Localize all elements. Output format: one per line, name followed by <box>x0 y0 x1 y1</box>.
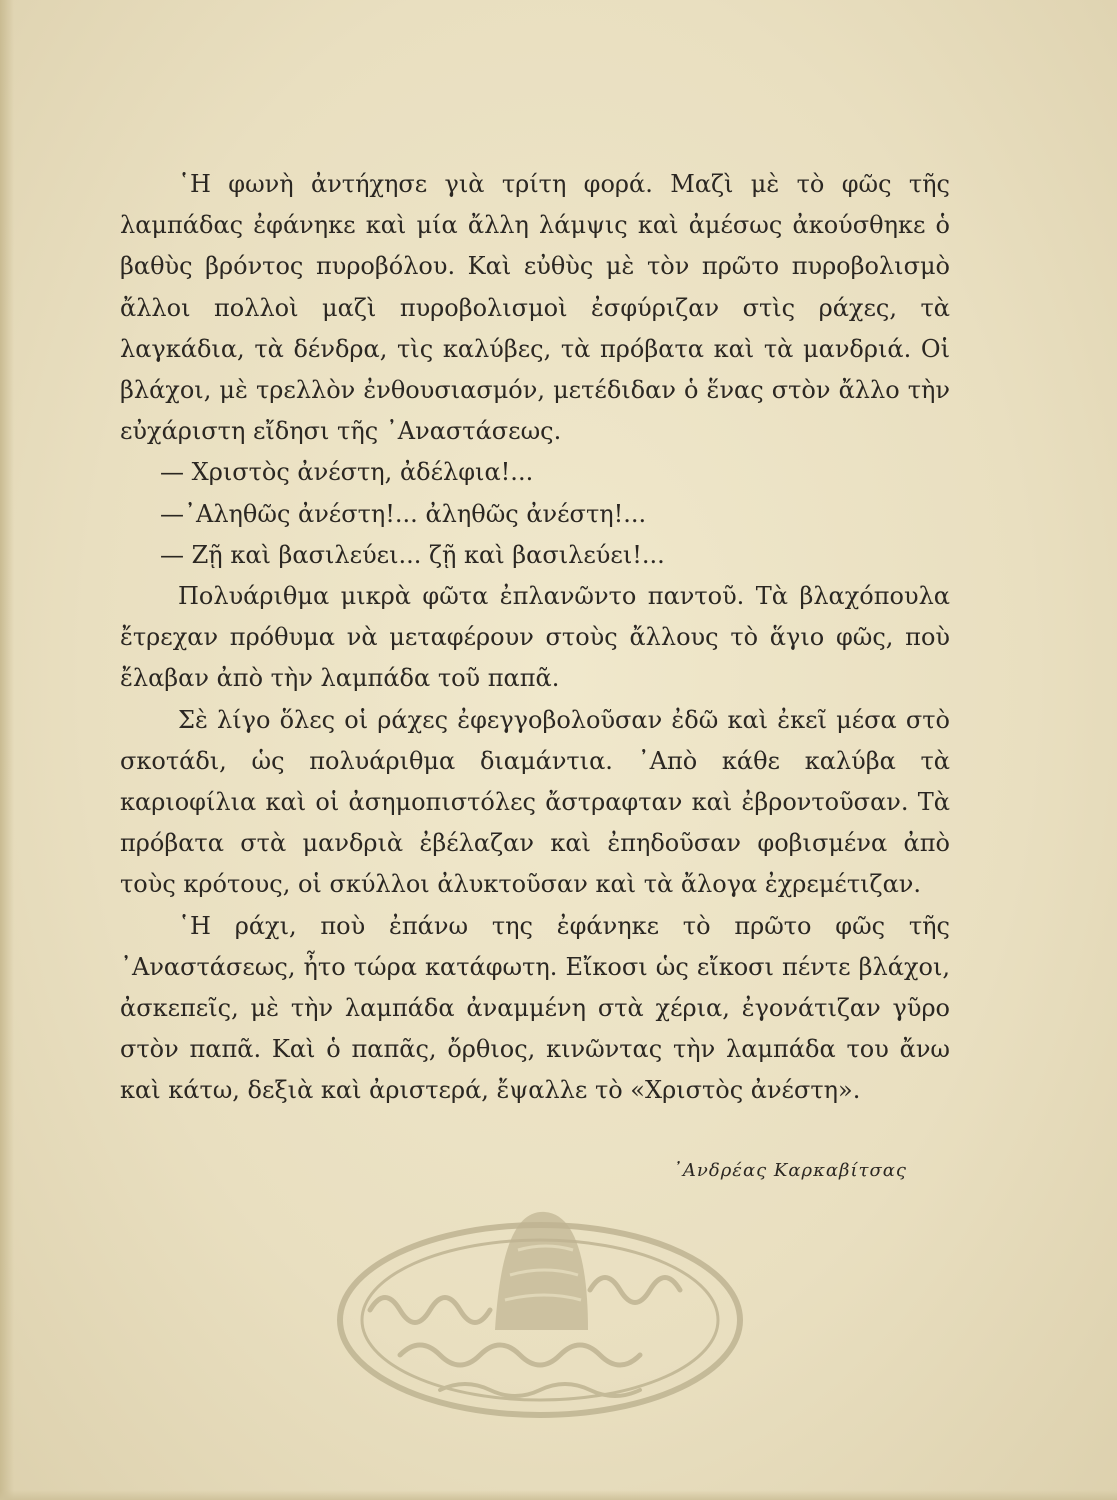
paragraph-1: ῾Η φωνὴ ἀντήχησε γιὰ τρίτη φορά. Μαζὶ μὲ τὸ φῶς τῆς λαμπάδας ἐφάνηκε καὶ μία ἄλλη λάμψις καὶ ἀμέσως ἀκούσθηκε ὁ βαθὺς βρόντος πυροβόλου. Καὶ εὐθὺς μὲ τὸν πρῶτο πυροβολισμὸ ἄλλοι πολλοὶ μαζὶ πυροβολισμοὶ ἐσφύριζαν στὶς ράχες, τὰ λαγκάδια, τὰ δένδρα, τὶς καλύβες, τὰ πρόβατα καὶ τὰ μανδριά. Οἱ βλάχοι, μὲ τρελλὸν ἐνθουσιασμόν, μετέδιδαν ὁ ἕνας στὸν ἄλλο τὴν εὐχάριστη εἴδησι τῆς ᾿Αναστάσεως. <box>120 170 950 446</box>
page-bottom-edge-shadow <box>0 1490 1117 1500</box>
paragraph-3: Σὲ λίγο ὅλες οἱ ράχες ἐφεγγοβολοῦσαν ἐδῶ καὶ ἐκεῖ μέσα στὸ σκοτάδι, ὡς πολυάριθμα διαμάντια. ᾿Απὸ κάθε καλύβα τὰ καριοφίλια καὶ οἱ ἀσημοπιστόλες ἄστραφταν καὶ ἐβροντοῦσαν. Τὰ πρόβατα στὰ μανδριὰ ἐβέλαζαν καὶ ἐπηδοῦσαν φοβισμένα ἀπὸ τοὺς κρότους, οἱ σκύλλοι ἀλυκτοῦσαν καὶ τὰ ἄλογα ἐχρεμέτιζαν. <box>120 705 950 899</box>
hat-watermark-icon <box>330 1190 750 1430</box>
story-text <box>120 164 950 1112</box>
page-left-edge-shadow <box>0 0 14 1500</box>
dialog-line-1: — Χριστὸς ἀνέστη, ἀδέλφια!... <box>160 458 534 487</box>
author-signature: ᾿Ανδρέας Καρκαβίτσας <box>672 1160 907 1181</box>
paragraph-2: Πολυάριθμα μικρὰ φῶτα ἐπλανῶντο παντοῦ. Τὰ βλαχόπουλα ἔτρεχαν πρόθυμα νὰ μεταφέρουν στοὺς ἄλλους τὸ ἅγιο φῶς, ποὺ ἔλαβαν ἀπὸ τὴν λαμπάδα τοῦ παπᾶ. <box>120 582 950 693</box>
dialog-line-3: — Ζῇ καὶ βασιλεύει... ζῇ καὶ βασιλεύει!... <box>160 540 665 569</box>
dialog-line-2: —᾿Αληθῶς ἀνέστη!... ἀληθῶς ἀνέστη!... <box>160 499 647 528</box>
paragraph-4: ῾Η ράχι, ποὺ ἐπάνω της ἐφάνηκε τὸ πρῶτο φῶς τῆς ᾿Αναστάσεως, ἦτο τώρα κατάφωτη. Εἴκοσι ὡς εἴκοσι πέντε βλάχοι, ἀσκεπεῖς, μὲ τὴν λαμπάδα ἀναμμένη στὰ χέρια, ἐγονάτιζαν γῦρο στὸν παπᾶ. Καὶ ὁ παπᾶς, ὄρθιος, κινῶντας τὴν λαμπάδα του ἄνω καὶ κάτω, δεξιὰ καὶ ἀριστερά, ἔψαλλε τὸ «Χριστὸς ἀνέστη». <box>120 911 950 1105</box>
